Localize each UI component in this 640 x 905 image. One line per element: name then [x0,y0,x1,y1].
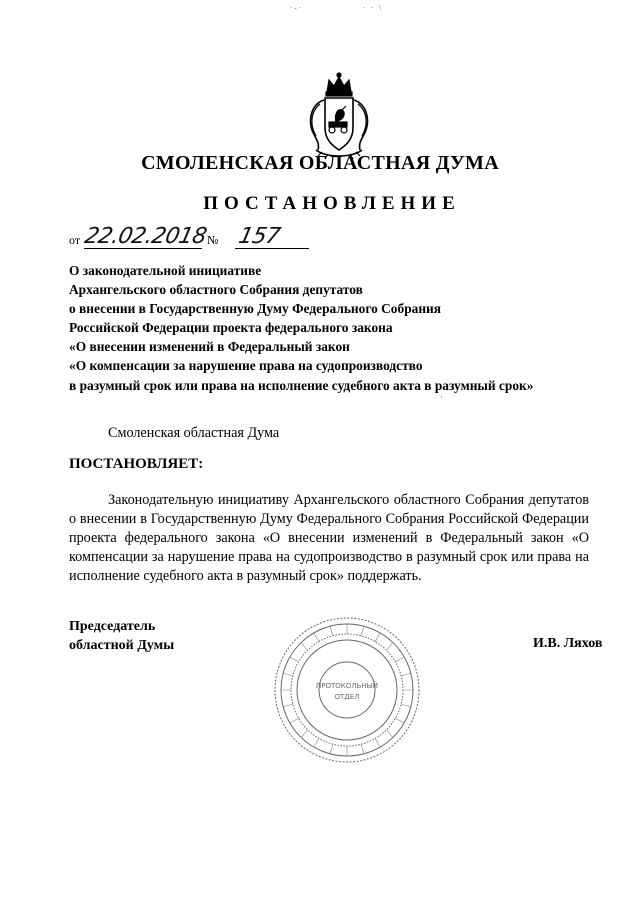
handwritten-number: 157 [236,224,283,249]
date-label: от [69,233,81,247]
subject-line: в разумный срок или права на исполнение судебного акта в разумный срок» [69,377,534,393]
scan-speck: · [440,392,443,402]
document-subject [69,261,629,395]
subject-line: о внесении в Государственную Думу Федерального Собрания [69,301,442,317]
coat-of-arms-emblem [298,70,380,162]
number-label: № [207,233,219,247]
signatory-title [69,617,174,655]
signatory-name: И.В. Ляхов [533,636,603,651]
subject-line: Архангельского областного Собрания депутатов [69,282,363,298]
body-intro: Смоленская областная Дума [108,425,280,441]
subject-line: «О внесении изменений в Федеральный закон [69,339,350,355]
resolves-heading: ПОСТАНОВЛЯЕТ: [69,456,204,472]
seal-center-text: ПРОТОКОЛЬНЫЙ [315,682,379,690]
subject-line: Российской Федерации проекта федерального закона [69,320,393,336]
signatory-title-line: областной Думы [69,638,175,653]
date-number-line [69,224,329,252]
seal-center-text: ОТДЕЛ [334,693,360,701]
official-seal-stamp [272,615,422,765]
subject-line: О законодательной инициативе [69,263,262,278]
organization-title: СМОЛЕНСКАЯ ОБЛАСТНАЯ ДУМА [141,152,499,174]
number-underline [235,248,309,249]
document-type-title: ПОСТАНОВЛЕНИЕ [203,193,461,214]
scan-artifacts: ·‑· · · \ [290,4,384,12]
body-paragraph: Законодательную инициативу Архангельского областного Собрания депутатов о внесении в Государственную Думу Федерального Собрания Российской Федерации проекта федерального закона «О внесении изменений в Федеральный закон «О компенсации за нарушение права на судопроизводство в разумный срок или права на исполнение судебного акта в разумный срок» поддержать. [69,492,589,584]
date-underline [84,248,202,249]
subject-line: «О компенсации за нарушение права на судопроизводство [69,358,423,374]
signatory-title-line: Председатель [69,619,156,634]
handwritten-date: 22.02.2018 [82,224,209,249]
